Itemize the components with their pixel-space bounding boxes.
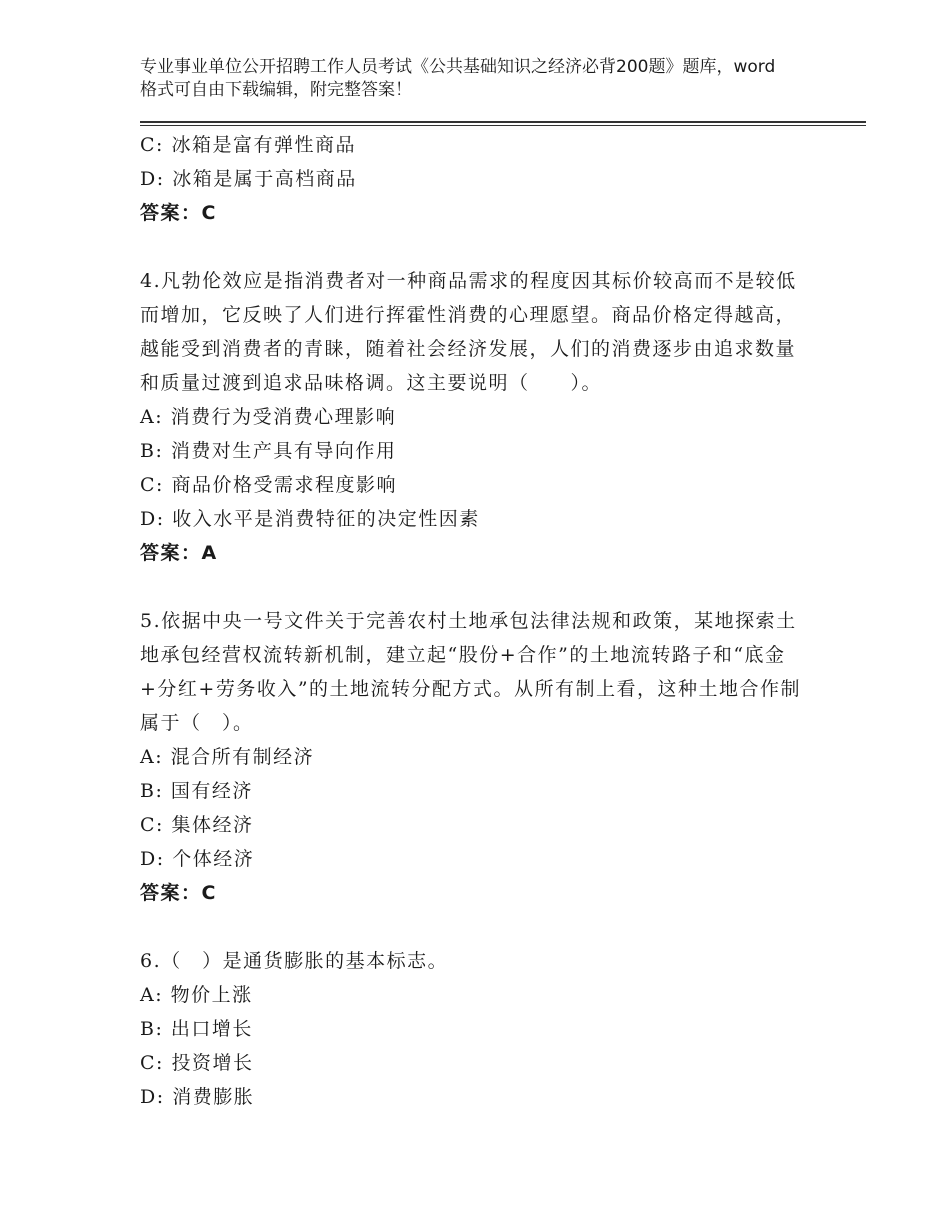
answer-line: 答案：A	[140, 542, 218, 564]
option-a: A: 物价上涨	[140, 984, 253, 1006]
header-title: 专业事业单位公开招聘工作人员考试《公共基础知识之经济必背200题》题库，word格式可自由下载编辑，附完整答案！	[140, 57, 776, 100]
option-c: C: 冰箱是富有弹性商品	[140, 134, 357, 156]
question-block-3	[140, 128, 810, 230]
option-a: A: 消费行为受消费心理影响	[140, 406, 397, 428]
option-d: D: 个体经济	[140, 848, 255, 870]
option-a: A: 混合所有制经济	[140, 746, 315, 768]
option-b: B: 出口增长	[140, 1018, 253, 1040]
option-d: D: 冰箱是属于高档商品	[140, 168, 357, 190]
question-stem: 6.（ ）是通货膨胀的基本标志。	[140, 950, 449, 972]
option-d: D: 收入水平是消费特征的决定性因素	[140, 508, 480, 530]
question-stem: 5.依据中央一号文件关于完善农村土地承包法律法规和政策，某地探索土地承包经营权流转新机制，建立起“股份+合作”的土地流转路子和“底金+分红+劳务收入”的土地流转分配方式。从所有制上看，这种土地合作制属于（ ）。	[140, 610, 802, 734]
document-header	[140, 56, 780, 102]
option-b: B: 消费对生产具有导向作用	[140, 440, 397, 462]
option-c: C: 商品价格受需求程度影响	[140, 474, 398, 496]
question-block-6	[140, 944, 810, 1114]
header-rule-thick	[140, 121, 866, 123]
question-block-4	[140, 264, 810, 570]
option-c: C: 集体经济	[140, 814, 254, 836]
question-block-5	[140, 604, 810, 910]
option-b: B: 国有经济	[140, 780, 253, 802]
header-rule-thin	[140, 125, 866, 126]
question-stem: 4.凡勃伦效应是指消费者对一种商品需求的程度因其标价较高而不是较低而增加，它反映了人们进行挥霍性消费的心理愿望。商品价格定得越高，越能受到消费者的青睐，随着社会经济发展，人们的消费逐步由追求数量和质量过渡到追求品味格调。这主要说明（ ）。	[140, 270, 797, 394]
option-c: C: 投资增长	[140, 1052, 254, 1074]
answer-line: 答案：C	[140, 882, 217, 904]
answer-line: 答案：C	[140, 202, 217, 224]
question-list	[140, 128, 810, 1114]
option-d: D: 消费膨胀	[140, 1086, 255, 1108]
